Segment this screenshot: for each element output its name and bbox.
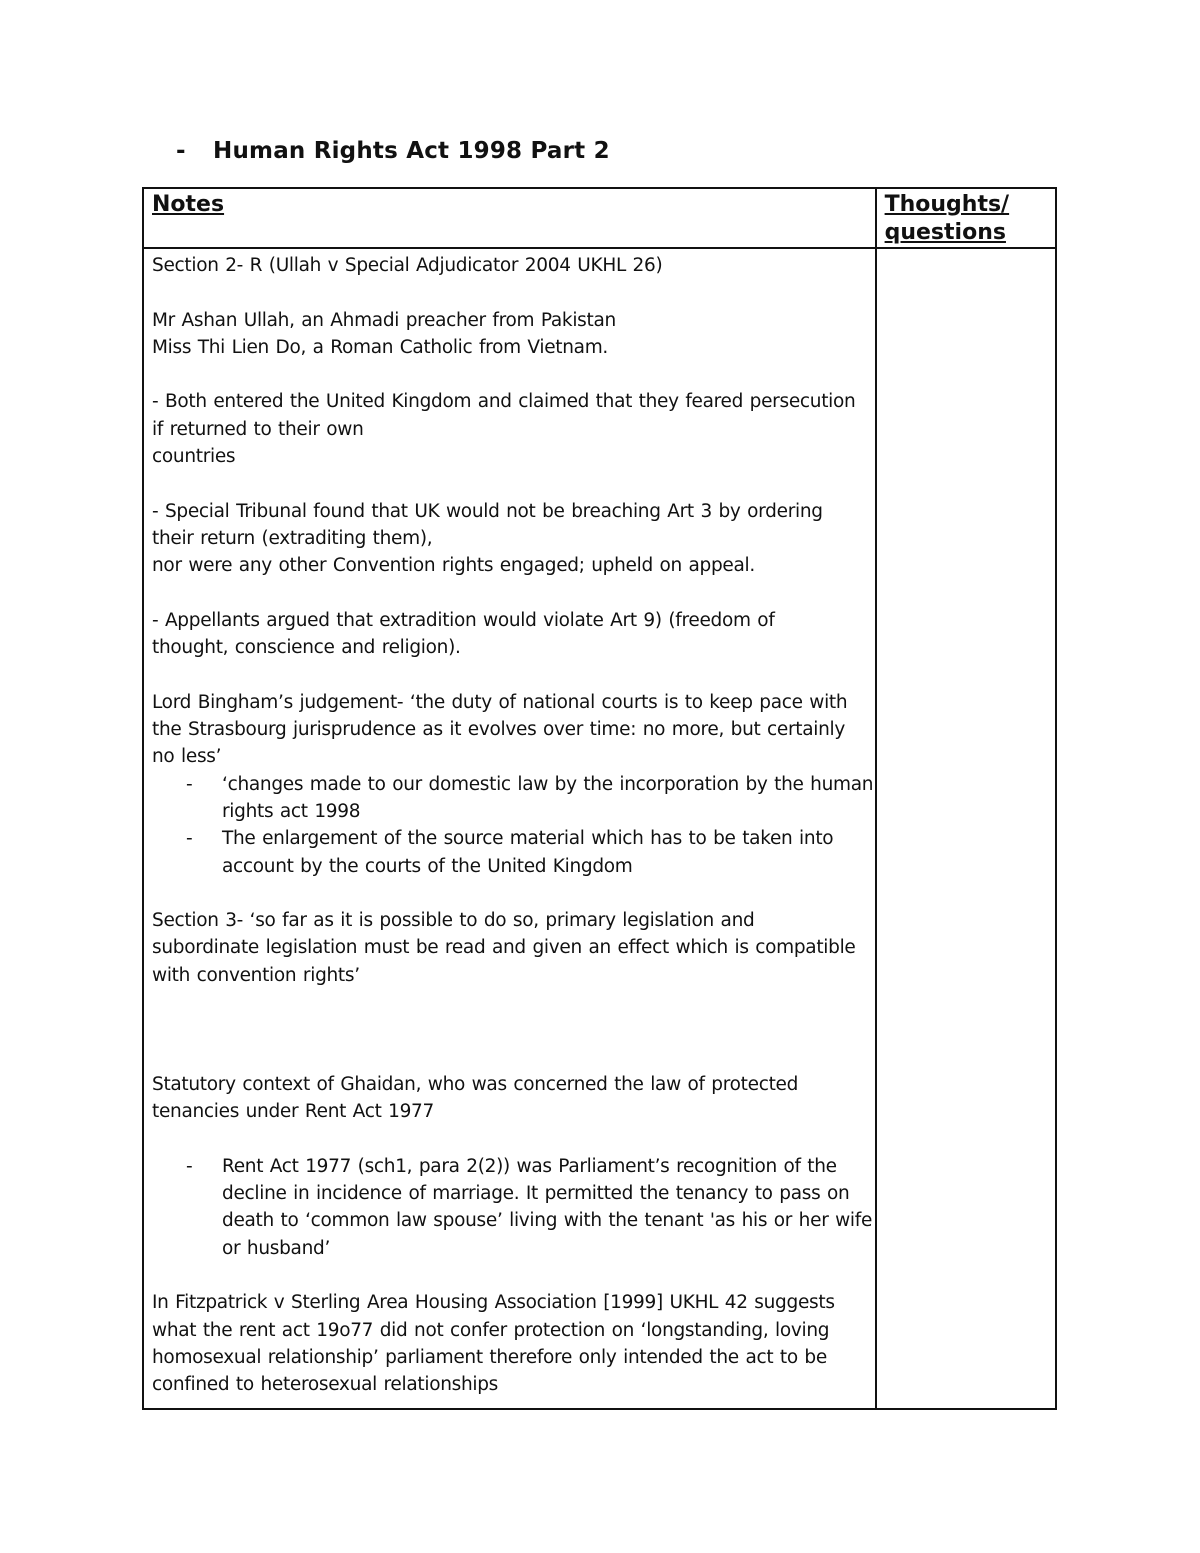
bullet-line: ‘changes made to our domestic law by the incorporation by the human <box>222 773 874 795</box>
spacer <box>152 1126 869 1153</box>
spacer <box>152 661 869 688</box>
page-heading <box>176 138 610 164</box>
bullet-mark: - <box>186 828 193 850</box>
section-3-line: with convention rights’ <box>152 964 360 986</box>
note-line: - Both entered the United Kingdom and claimed that they feared persecution <box>152 391 856 413</box>
bullet-line: The enlargement of the source material which has to be taken into <box>222 828 834 850</box>
notes-header: Notes <box>143 188 876 248</box>
notes-cell <box>143 248 876 1409</box>
heading-title: Human Rights Act 1998 Part 2 <box>213 138 610 164</box>
note-line: no less’ <box>152 746 222 768</box>
table-header-row <box>143 188 1056 248</box>
bullet-line: rights act 1998 <box>222 800 361 822</box>
note-line: - Special Tribunal found that UK would not be breaching Art 3 by ordering <box>152 500 823 522</box>
thoughts-questions-header: Thoughts/ questions <box>876 188 1056 248</box>
bullet-line: or husband’ <box>222 1237 331 1259</box>
note-line: In Fitzpatrick v Sterling Area Housing Association [1999] UKHL 42 suggests <box>152 1292 835 1314</box>
note-line: tenancies under Rent Act 1977 <box>152 1101 434 1123</box>
spacer <box>152 880 869 907</box>
bullet-item <box>152 825 869 880</box>
bullet-line: decline in incidence of marriage. It permitted the tenancy to pass on <box>222 1183 850 1205</box>
section-2-title: Section 2- R (Ullah v Special Adjudicator 2004 UKHL 26) <box>152 255 663 276</box>
note-line: homosexual relationship’ parliament therefore only intended the act to be <box>152 1346 827 1368</box>
spacer <box>152 1044 869 1071</box>
note-line: Statutory context of Ghaidan, who was concerned the law of protected <box>152 1073 799 1095</box>
note-line: thought, conscience and religion). <box>152 637 461 659</box>
spacer <box>152 1016 869 1043</box>
note-line: what the rent act 19o77 did not confer protection on ‘longstanding, loving <box>152 1319 830 1341</box>
section-3-line: Section 3- ‘so far as it is possible to do so, primary legislation and <box>152 910 755 932</box>
note-line: Mr Ashan Ullah, an Ahmadi preacher from Pakistan <box>152 309 616 331</box>
bullet-item <box>152 1153 873 1262</box>
thoughts-questions-cell <box>876 248 1056 1409</box>
bullet-mark: - <box>186 1155 193 1177</box>
heading-dash: - <box>176 138 186 164</box>
notes-table <box>142 187 1057 1410</box>
note-line: confined to heterosexual relationships <box>152 1374 499 1396</box>
bullet-item <box>152 771 874 826</box>
note-line: countries <box>152 446 236 468</box>
spacer <box>152 989 869 1016</box>
spacer <box>152 580 869 607</box>
note-line: if returned to their own <box>152 418 364 440</box>
note-line: Miss Thi Lien Do, a Roman Catholic from Vietnam. <box>152 336 608 358</box>
note-line: nor were any other Convention rights engaged; upheld on appeal. <box>152 555 755 577</box>
bullet-line: Rent Act 1977 (sch1, para 2(2)) was Parliament’s recognition of the <box>222 1155 837 1177</box>
note-line: the Strasbourg jurisprudence as it evolves over time: no more, but certainly <box>152 719 846 741</box>
table-body-row <box>143 248 1056 1409</box>
bullet-line: death to ‘common law spouse’ living with the tenant 'as his or her wife <box>222 1210 873 1232</box>
note-line: Lord Bingham’s judgement- ‘the duty of national courts is to keep pace with <box>152 691 848 713</box>
spacer <box>152 279 869 306</box>
section-3-line: subordinate legislation must be read and given an effect which is compatible <box>152 937 856 959</box>
spacer <box>152 1262 869 1289</box>
spacer <box>152 361 869 388</box>
note-line: their return (extraditing them), <box>152 527 433 549</box>
note-line: - Appellants argued that extradition would violate Art 9) (freedom of <box>152 609 775 631</box>
bullet-line: account by the courts of the United Kingdom <box>222 855 633 877</box>
spacer <box>152 470 869 497</box>
bullet-mark: - <box>186 773 193 795</box>
